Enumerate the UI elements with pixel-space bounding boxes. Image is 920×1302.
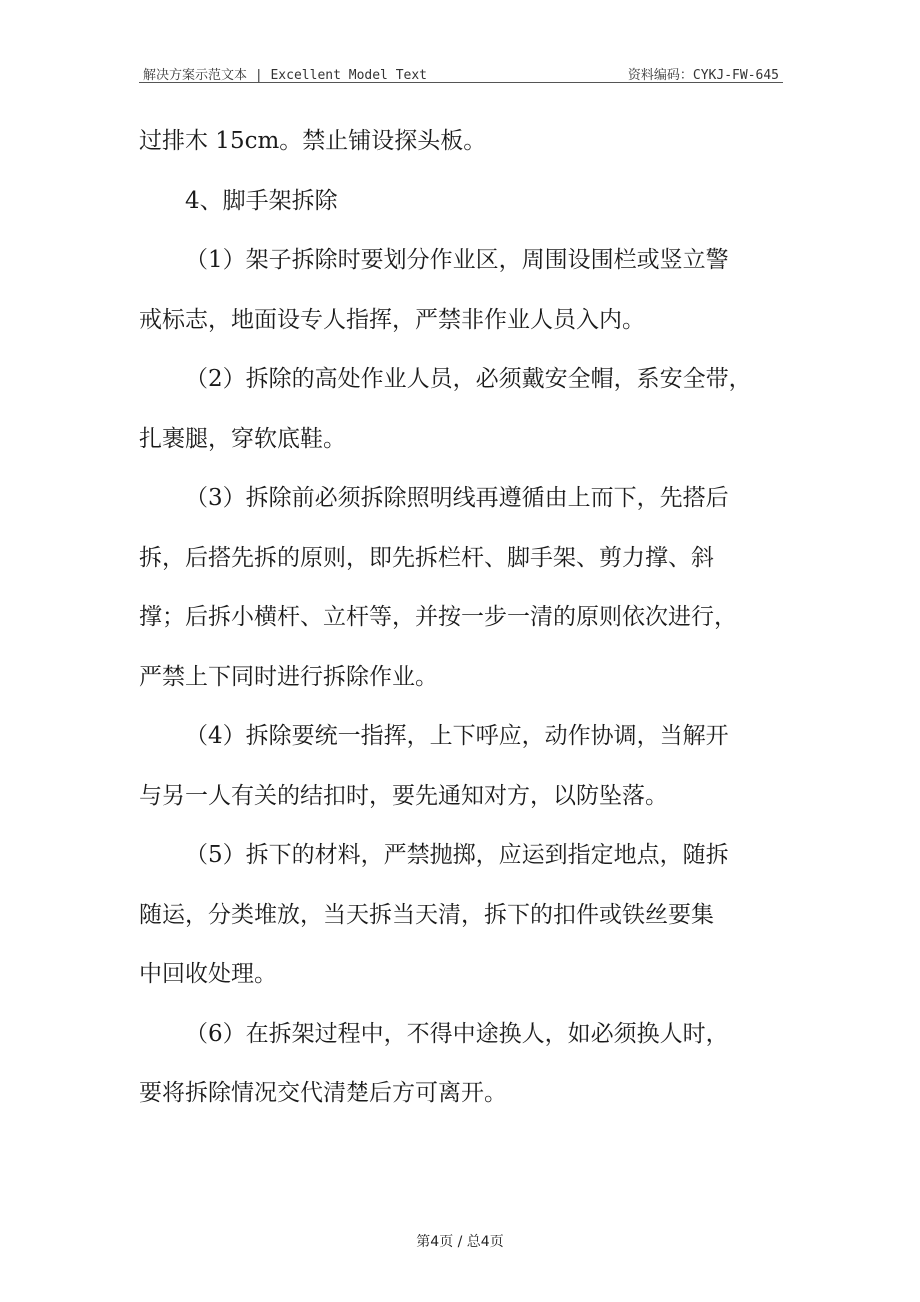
header-title: 解决方案示范文本 | Excellent Model Text [143, 68, 428, 83]
section-heading: 4、脚手架拆除 [185, 187, 338, 214]
body-line: 随运，分类堆放，当天拆当天清，拆下的扣件或铁丝要集 [139, 901, 714, 928]
body-line: （5）拆下的材料，严禁抛掷，应运到指定地点，随拆 [185, 842, 729, 868]
body-line: 扎裹腿，穿软底鞋。 [139, 425, 346, 452]
body-line: 拆，后搭先拆的原则，即先拆栏杆、脚手架、剪力撑、斜 [139, 544, 714, 571]
document-body [139, 112, 783, 1124]
body-line: 戒标志，地面设专人指挥，严禁非作业人员入内。 [139, 306, 645, 333]
body-line: （2）拆除的高处作业人员，必须戴安全帽，系安全带， [185, 366, 752, 392]
body-line: （1）架子拆除时要划分作业区，周围设围栏或竖立警 [185, 247, 729, 273]
body-line: （3）拆除前必须拆除照明线再遵循由上而下，先搭后 [185, 485, 729, 511]
body-line: 严禁上下同时进行拆除作业。 [139, 663, 438, 690]
body-line: 中回收处理。 [139, 961, 277, 987]
page-number: 第4页 / 总4页 [416, 1234, 504, 1250]
body-line: （6）在拆架过程中，不得中途换人，如必须换人时， [185, 1020, 729, 1047]
page-header [139, 62, 783, 82]
header-document-code: 资料编码：CYKJ-FW-645 [627, 68, 779, 83]
body-line: 要将拆除情况交代清楚后方可离开。 [139, 1080, 507, 1106]
header-divider [139, 82, 783, 83]
body-line: 撑；后拆小横杆、立杆等，并按一步一清的原则依次进行， [139, 604, 737, 630]
body-line: 与另一人有关的结扣时，要先通知对方，以防坠落。 [139, 782, 668, 809]
body-line: 过排木 15cm。禁止铺设探头板。 [139, 128, 487, 154]
body-line: （4）拆除要统一指挥，上下呼应，动作协调，当解开 [185, 723, 729, 749]
